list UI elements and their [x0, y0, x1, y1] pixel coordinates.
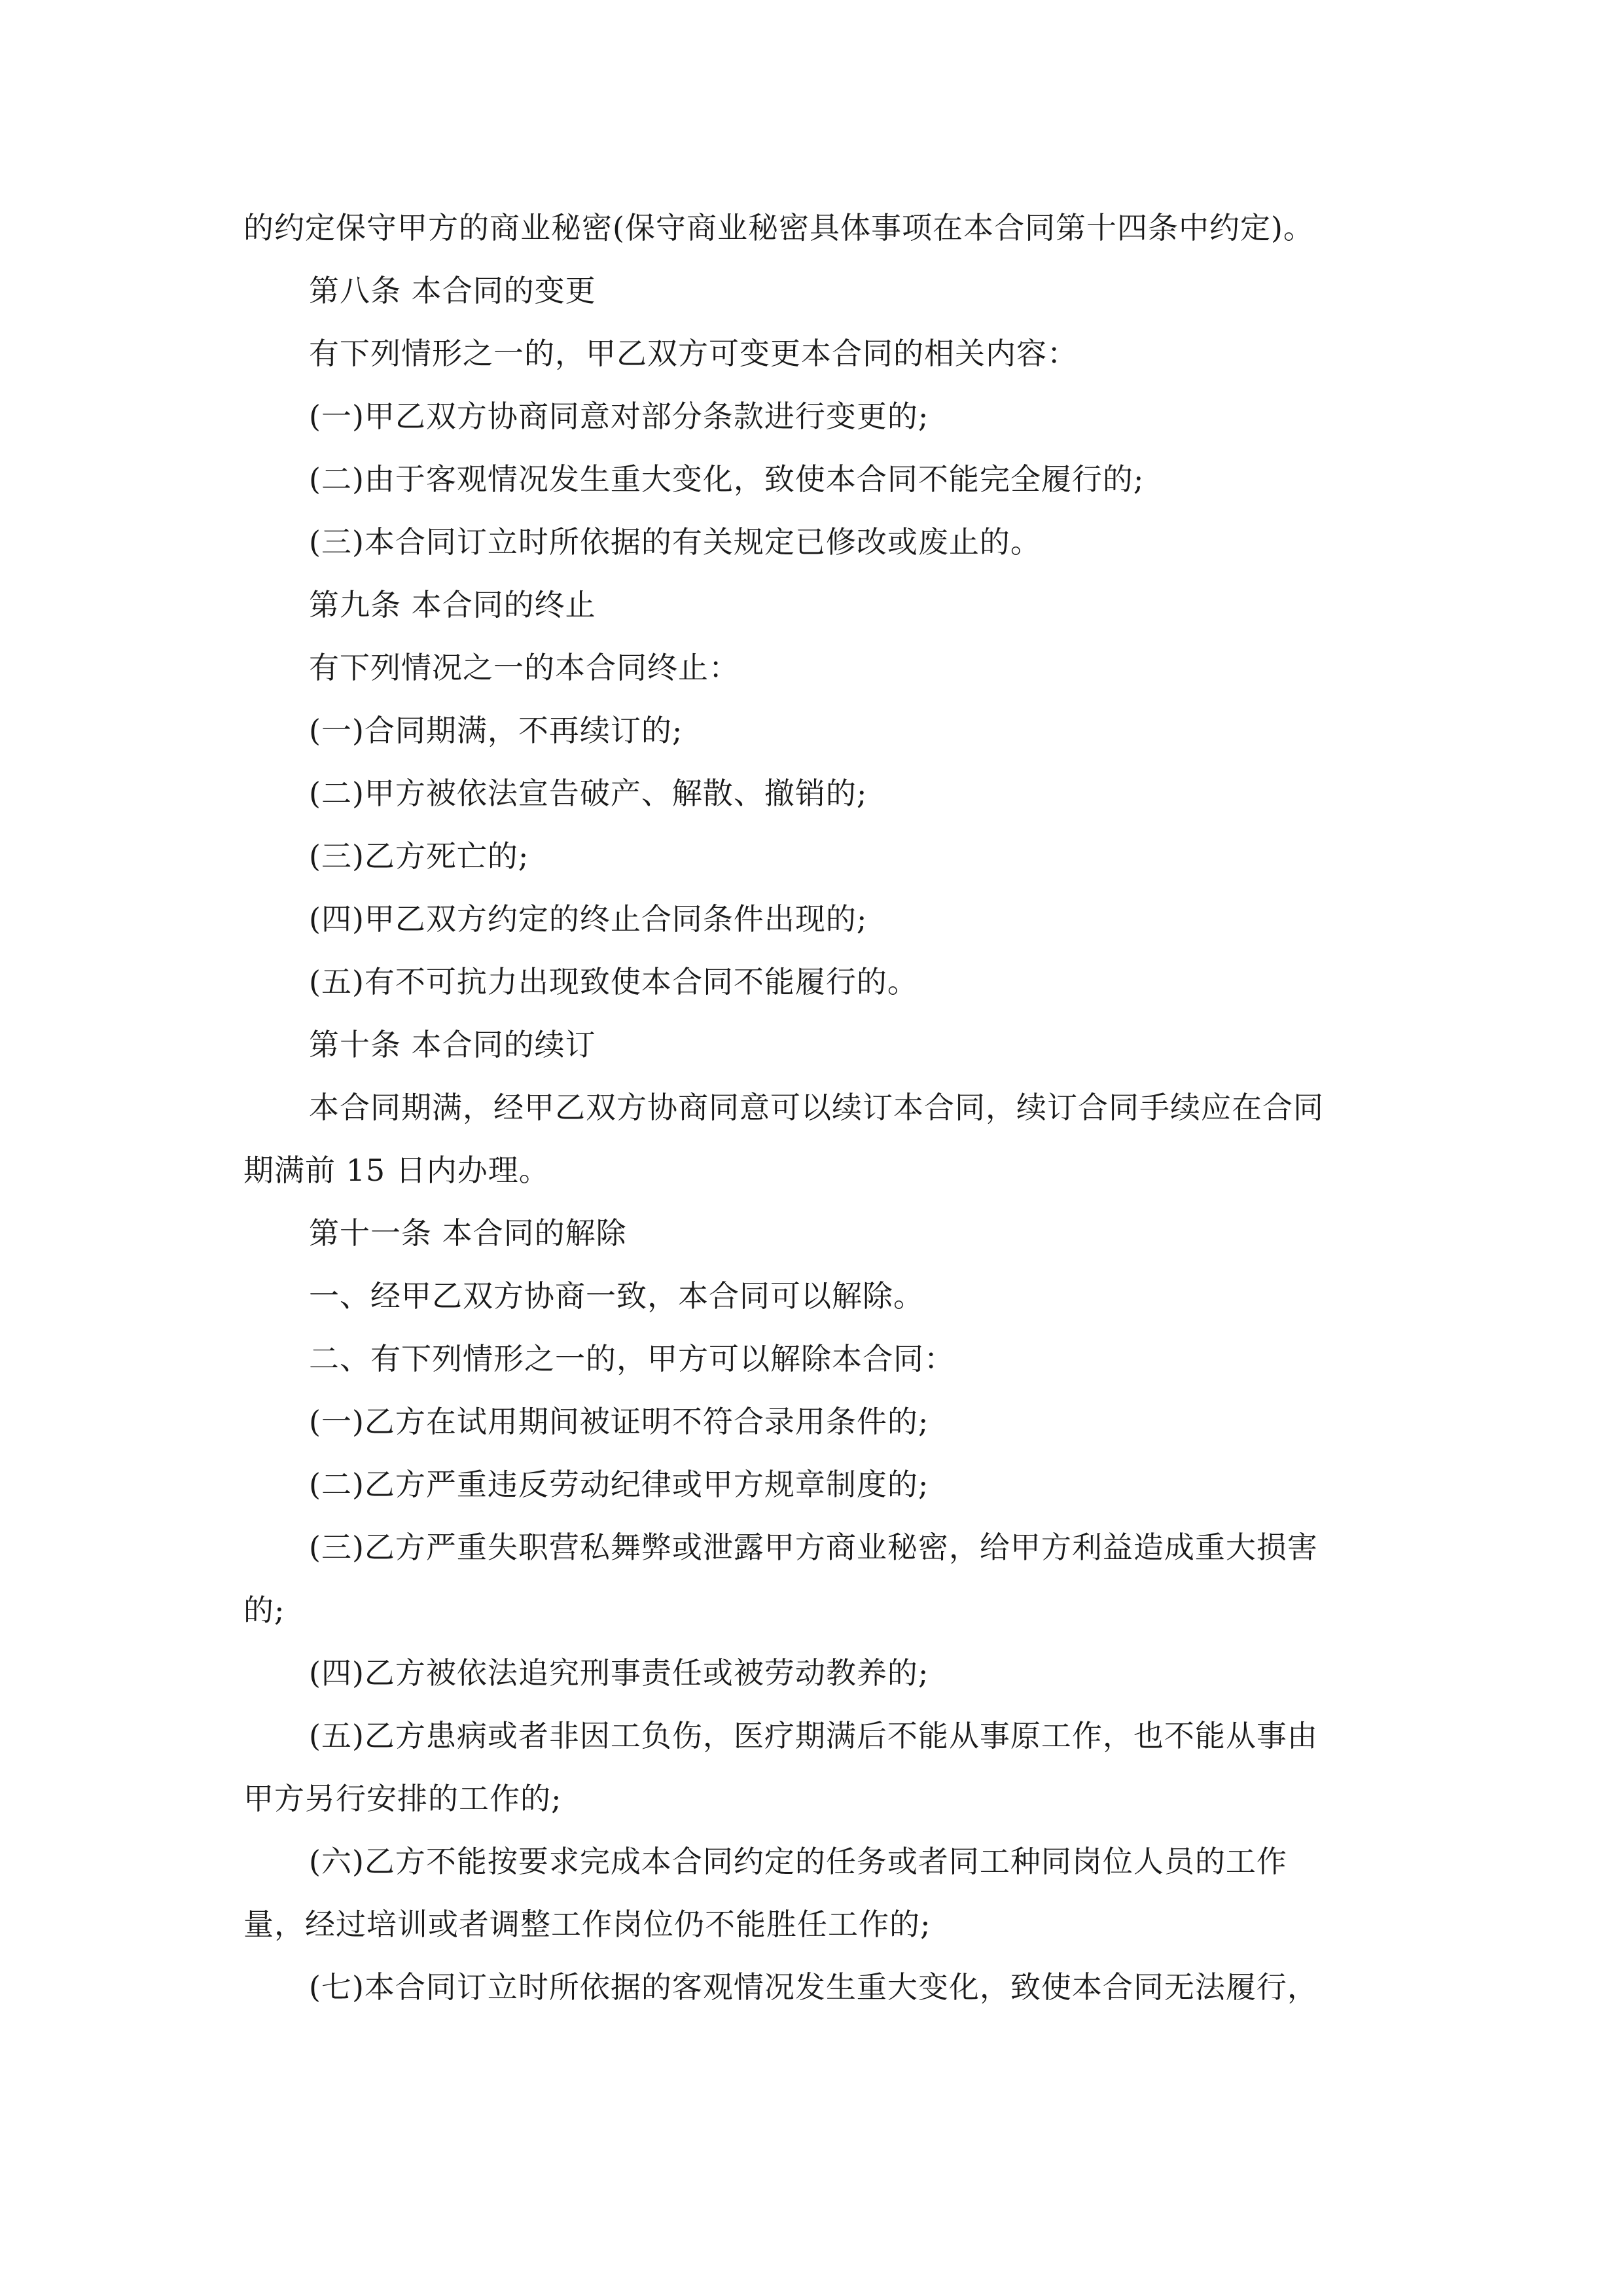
list-item: (六)乙方不能按要求完成本合同约定的任务或者同工种同岗位人员的工作 — [309, 1844, 1287, 1879]
list-item: (一)乙方在试用期间被证明不符合录用条件的; — [309, 1404, 929, 1439]
list-item: (二)由于客观情况发生重大变化，致使本合同不能完全履行的; — [309, 461, 1145, 497]
list-item: (一)合同期满，不再续订的; — [309, 713, 683, 748]
list-item: (二)甲方被依法宣告破产、解散、撤销的; — [309, 776, 868, 811]
paragraph-line: 一、经甲乙双方协商一致，本合同可以解除。 — [309, 1278, 924, 1314]
list-item: (三)本合同订立时所依据的有关规定已修改或废止的。 — [309, 524, 1041, 560]
document-body — [243, 196, 1382, 2018]
list-item: (二)乙方严重违反劳动纪律或甲方规章制度的; — [309, 1467, 929, 1502]
list-item: (一)甲乙双方协商同意对部分条款进行变更的; — [309, 399, 929, 434]
paragraph-line: 量，经过培训或者调整工作岗位仍不能胜任工作的; — [243, 1907, 931, 1942]
list-item: (四)甲乙双方约定的终止合同条件出现的; — [309, 901, 868, 937]
paragraph-line: 有下列情况之一的本合同终止： — [309, 650, 740, 685]
list-item: (七)本合同订立时所依据的客观情况发生重大变化，致使本合同无法履行， — [309, 1969, 1318, 2005]
list-item: (四)乙方被依法追究刑事责任或被劳动教养的; — [309, 1655, 929, 1691]
article-8-heading: 第八条 本合同的变更 — [309, 273, 596, 308]
list-item: (三)乙方死亡的; — [309, 838, 529, 874]
paragraph-line: 的; — [243, 1592, 285, 1628]
article-10-heading: 第十条 本合同的续订 — [309, 1027, 596, 1062]
list-item: (三)乙方严重失职营私舞弊或泄露甲方商业秘密，给甲方利益造成重大损害 — [309, 1530, 1318, 1565]
article-9-heading: 第九条 本合同的终止 — [309, 587, 596, 622]
article-11-heading: 第十一条 本合同的解除 — [309, 1215, 627, 1251]
paragraph-line: 期满前 15 日内办理。 — [243, 1153, 550, 1188]
list-item: (五)有不可抗力出现致使本合同不能履行的。 — [309, 964, 918, 999]
paragraph-line: 二、有下列情形之一的，甲方可以解除本合同： — [309, 1341, 955, 1376]
paragraph-line: 本合同期满，经甲乙双方协商同意可以续订本合同，续订合同手续应在合同 — [309, 1090, 1324, 1125]
paragraph-line: 的约定保守甲方的商业秘密(保守商业秘密具体事项在本合同第十四条中约定)。 — [243, 210, 1314, 245]
paragraph-line: 甲方另行安排的工作的; — [243, 1781, 562, 1816]
list-item: (五)乙方患病或者非因工负伤，医疗期满后不能从事原工作，也不能从事由 — [309, 1718, 1318, 1753]
paragraph-line: 有下列情形之一的，甲乙双方可变更本合同的相关内容： — [309, 336, 1078, 371]
